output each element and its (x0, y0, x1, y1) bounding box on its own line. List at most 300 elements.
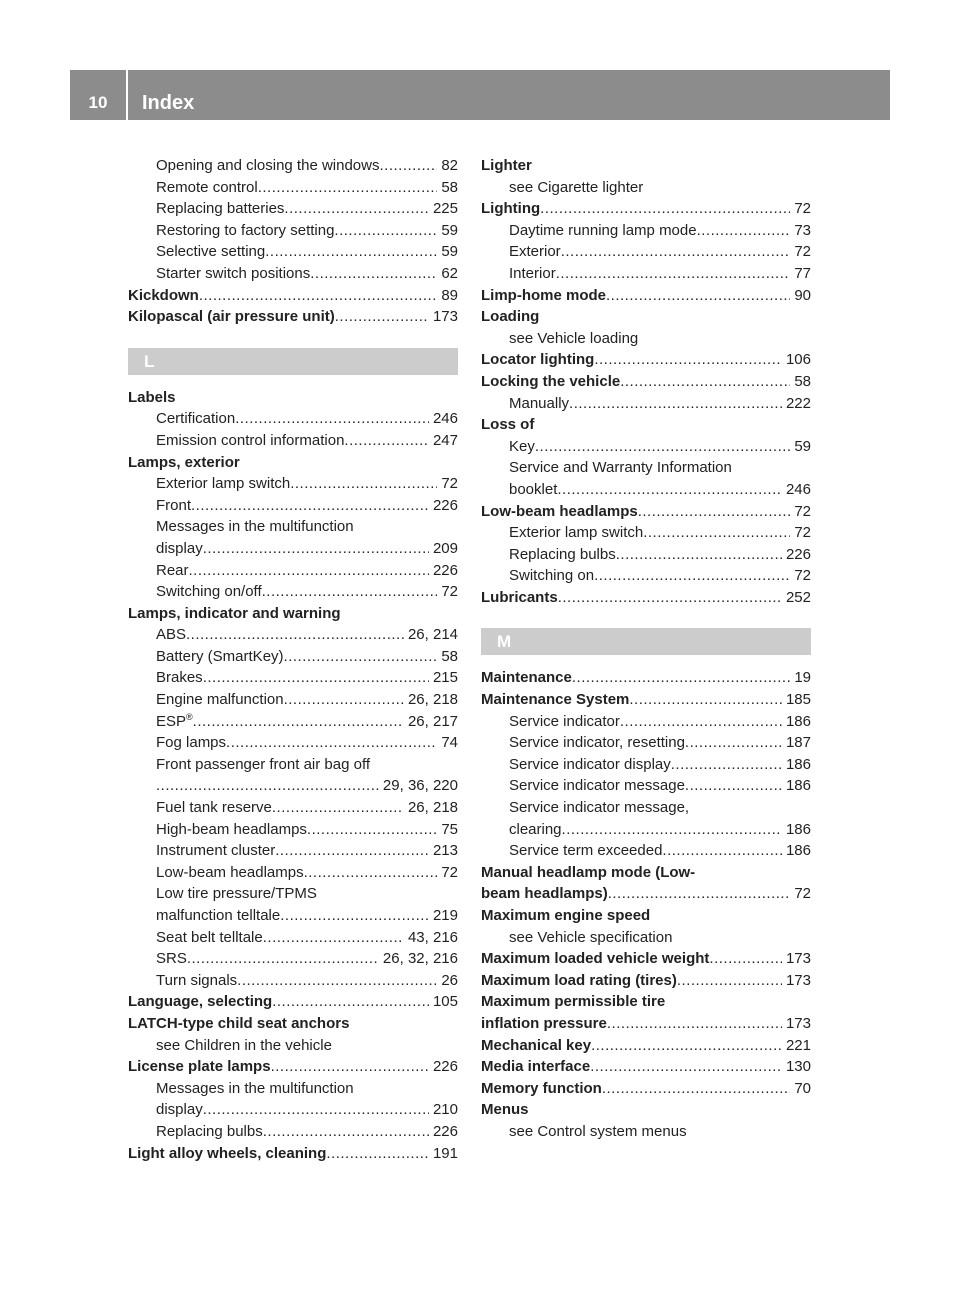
section-title: Index (142, 92, 195, 114)
index-entry (481, 501, 811, 523)
entry-label: display (156, 539, 203, 557)
dot-leader (594, 565, 790, 587)
page-reference: 58 (441, 178, 458, 196)
page-reference: 226 (432, 1122, 458, 1140)
entry-label: Low-beam headlamps (481, 502, 638, 520)
page-reference: 209 (432, 539, 458, 557)
entry-label: malfunction telltale (156, 907, 281, 924)
entry-label: Exterior lamp switch (156, 475, 291, 493)
index-subentry (481, 775, 811, 797)
index-subentry (481, 263, 811, 285)
entry-label: Front (156, 496, 192, 514)
header-divider (126, 70, 128, 120)
entry-label: LATCH-type child seat anchors (128, 1014, 350, 1032)
dot-leader (671, 754, 782, 776)
page-reference: 72 (794, 885, 811, 903)
page-reference: 72 (794, 502, 811, 520)
page-reference: 26, 217 (407, 712, 458, 730)
index-subentry (481, 328, 811, 350)
entry-label: Maximum engine speed (481, 907, 651, 924)
page-reference: 226 (432, 561, 458, 579)
index-entry (481, 1078, 811, 1100)
index-entry (128, 306, 458, 328)
page-reference: 70 (794, 1079, 811, 1097)
entry-label: License plate lamps (128, 1058, 271, 1076)
dot-leader (290, 473, 437, 495)
entry-label: Service indicator (509, 712, 620, 730)
index-subentry (128, 775, 458, 797)
index-subentry (481, 819, 811, 841)
page-reference: 225 (432, 200, 458, 218)
index-entry (128, 387, 458, 409)
page-reference: 191 (432, 1144, 458, 1162)
entry-label: beam headlamps) (481, 885, 608, 903)
page-reference: 58 (441, 647, 458, 665)
index-letter-heading: M (481, 628, 811, 655)
index-subentry (128, 1035, 458, 1057)
entry-label: Replacing batteries (156, 200, 285, 218)
index-subentry (481, 754, 811, 776)
index-entry (128, 1013, 458, 1035)
dot-leader (620, 711, 782, 733)
page-reference: 82 (441, 157, 458, 174)
index-subentry (128, 624, 458, 646)
page-reference: 215 (432, 669, 458, 687)
index-entry (481, 1099, 811, 1121)
page-reference: 213 (432, 842, 458, 860)
dot-leader (379, 155, 437, 177)
dot-leader (326, 1143, 429, 1165)
dot-leader (335, 306, 429, 328)
dot-leader (638, 501, 791, 523)
page-reference: 62 (441, 264, 458, 282)
page-reference: 58 (794, 372, 811, 390)
dot-leader (344, 430, 429, 452)
entry-label: Menus (481, 1101, 529, 1119)
index-entry (481, 306, 811, 328)
page-reference: 226 (785, 545, 811, 563)
entry-label: Instrument cluster (156, 842, 276, 860)
page-reference: 106 (785, 351, 811, 369)
page-reference: 173 (432, 308, 458, 326)
dot-leader (620, 371, 790, 393)
index-entry (481, 862, 811, 884)
dot-leader (191, 495, 429, 517)
entry-label: Locator lighting (481, 351, 595, 369)
index-subentry (128, 862, 458, 884)
index-subentry (128, 177, 458, 199)
entry-label: see Children in the vehicle (156, 1036, 332, 1054)
entry-label: Lamps, indicator and warning (128, 604, 341, 622)
index-subentry (128, 198, 458, 220)
page-reference: 226 (432, 1058, 458, 1076)
entry-label: Loss of (481, 416, 535, 434)
entry-label: Battery (SmartKey) (156, 647, 284, 665)
entry-label: Language, selecting (128, 993, 273, 1011)
entry-label: Replacing bulbs (509, 545, 616, 563)
dot-leader (265, 241, 437, 263)
page-reference: 89 (441, 286, 458, 304)
entry-label: Kickdown (128, 286, 199, 304)
entry-label: see Vehicle specification (509, 928, 673, 946)
index-subentry (128, 241, 458, 263)
entry-label: Service term exceeded (509, 842, 663, 860)
entry-label: Restoring to factory setting (156, 221, 335, 239)
page-reference: 26, 32, 216 (382, 950, 458, 968)
dot-leader (556, 263, 791, 285)
index-entry (481, 883, 811, 905)
index-subentry (481, 436, 811, 458)
entry-label: Remote control (156, 178, 258, 196)
dot-leader (272, 797, 404, 819)
index-entry (481, 349, 811, 371)
dot-leader (193, 711, 404, 733)
page-reference: 43, 216 (407, 928, 458, 946)
index-column-right (481, 155, 811, 1143)
page-reference: 187 (785, 734, 811, 752)
entry-label: Loading (481, 308, 540, 326)
page-reference: 186 (785, 712, 811, 730)
index-subentry (128, 754, 458, 776)
entry-label: Fuel tank reserve (156, 799, 272, 817)
page-number: 10 (88, 93, 108, 112)
dot-leader (263, 927, 404, 949)
entry-label: Switching on (509, 567, 595, 585)
entry-label: Lighter (481, 157, 532, 174)
entry-label: Rear (156, 561, 189, 579)
entry-label: see Control system menus (509, 1122, 687, 1140)
entry-label: SRS (156, 950, 187, 968)
index-entry (128, 603, 458, 625)
index-subentry (481, 840, 811, 862)
entry-label: Turn signals (156, 971, 238, 989)
dot-leader (569, 393, 782, 415)
dot-leader (272, 991, 429, 1013)
dot-leader (284, 198, 429, 220)
dot-leader (271, 1056, 429, 1078)
index-entry (481, 689, 811, 711)
index-subentry (481, 457, 811, 479)
registered-mark: ® (186, 711, 193, 722)
entry-label: Messages in the multifunction (156, 1079, 354, 1097)
entry-label: Lamps, exterior (128, 453, 240, 471)
index-subentry (481, 241, 811, 263)
index-subentry (481, 479, 811, 501)
entry-label: Service indicator message (509, 777, 685, 795)
entry-label: Manually (509, 394, 570, 412)
dot-leader (258, 177, 438, 199)
dot-leader (662, 840, 782, 862)
page-reference: 73 (794, 221, 811, 239)
dot-leader (608, 883, 791, 905)
dot-leader (203, 538, 429, 560)
dot-leader (616, 544, 782, 566)
index-subentry (128, 797, 458, 819)
page-reference: 72 (794, 524, 811, 542)
entry-label: Certification (156, 410, 236, 428)
entry-label: display (156, 1101, 203, 1119)
index-subentry (128, 970, 458, 992)
index-subentry (128, 689, 458, 711)
index-entry (481, 1056, 811, 1078)
entry-label: booklet (509, 480, 558, 498)
dot-leader (187, 948, 379, 970)
entry-label: see Vehicle loading (509, 329, 639, 347)
entry-label: Service and Warranty Information (509, 459, 732, 477)
entry-label: clearing (509, 820, 562, 838)
entry-label: Lighting (481, 200, 541, 218)
dot-leader (280, 905, 429, 927)
entry-label: Exterior (509, 243, 561, 261)
index-entry (128, 285, 458, 307)
index-entry (481, 155, 811, 177)
page-reference: 26 (441, 971, 458, 989)
entry-label: Manual headlamp mode (Low- (481, 863, 696, 881)
index-subentry (128, 819, 458, 841)
index-subentry (128, 948, 458, 970)
index-subentry (128, 711, 458, 733)
entry-label: Messages in the multifunction (156, 518, 354, 536)
index-subentry (128, 581, 458, 603)
entry-label: Kilopascal (air pressure unit) (128, 308, 335, 326)
entry-label: Maintenance System (481, 691, 630, 709)
dot-leader (535, 436, 790, 458)
entry-label: ABS (156, 626, 187, 644)
page-reference: 59 (441, 243, 458, 261)
page-reference: 77 (794, 264, 811, 282)
entry-label: Maintenance (481, 669, 572, 687)
index-subentry (128, 732, 458, 754)
dot-leader (629, 689, 782, 711)
index-subentry (128, 840, 458, 862)
index-subentry (481, 565, 811, 587)
page-reference: 29, 36, 220 (382, 777, 458, 795)
index-subentry (481, 177, 811, 199)
dot-leader (677, 970, 782, 992)
dot-leader (284, 689, 404, 711)
index-subentry (128, 538, 458, 560)
entry-label: Interior (509, 264, 556, 282)
entry-label: see Cigarette lighter (509, 178, 644, 196)
dot-leader (606, 285, 790, 307)
entry-label: Emission control information (156, 431, 345, 449)
entry-label: Daytime running lamp mode (509, 221, 697, 239)
entry-label: Light alloy wheels, cleaning (128, 1144, 327, 1162)
entry-label: Low tire pressure/TPMS (156, 885, 317, 903)
page-reference: 72 (794, 243, 811, 261)
index-entry (128, 991, 458, 1013)
entry-label: Memory function (481, 1079, 602, 1097)
entry-label: Replacing bulbs (156, 1122, 263, 1140)
entry-label: Mechanical key (481, 1036, 592, 1054)
index-subentry (128, 883, 458, 905)
index-subentry (128, 1099, 458, 1121)
entry-label: Maximum loaded vehicle weight (481, 950, 710, 968)
page-reference: 26, 214 (407, 626, 458, 644)
entry-label: Service indicator, resetting (509, 734, 685, 752)
index-subentry (128, 905, 458, 927)
entry-label: Maximum permissible tire (481, 993, 666, 1011)
page-reference: 59 (794, 437, 811, 455)
page-reference: 226 (432, 496, 458, 514)
dot-leader (262, 581, 438, 603)
index-subentry (128, 1121, 458, 1143)
dot-leader (310, 263, 437, 285)
index-subentry (481, 220, 811, 242)
entry-label: Exterior lamp switch (509, 524, 644, 542)
entry-label: Fog lamps (156, 734, 227, 752)
dot-leader (275, 840, 429, 862)
page-reference: 59 (441, 221, 458, 239)
dot-leader (643, 522, 790, 544)
index-entry (481, 667, 811, 689)
index-entry (481, 198, 811, 220)
index-subentry (128, 430, 458, 452)
entry-label: Low-beam headlamps (156, 863, 304, 881)
entry-label: Lubricants (481, 588, 558, 606)
entry-label: Limp-home mode (481, 286, 607, 304)
index-subentry (481, 927, 811, 949)
dot-leader (557, 479, 782, 501)
index-entry (481, 285, 811, 307)
dot-leader (561, 241, 791, 263)
dot-leader (590, 1056, 782, 1078)
entry-label: High-beam headlamps (156, 820, 307, 838)
index-column-left (128, 155, 458, 1164)
page-reference: 130 (785, 1058, 811, 1076)
page-header (70, 70, 890, 120)
dot-leader (540, 198, 790, 220)
page-reference: 173 (785, 950, 811, 968)
index-subentry (481, 1121, 811, 1143)
dot-leader (594, 349, 782, 371)
entry-label: Selective setting (156, 243, 266, 261)
entry-label: Media interface (481, 1058, 591, 1076)
index-subentry (128, 473, 458, 495)
dot-leader (697, 220, 791, 242)
entry-label: Front passenger front air bag off (156, 755, 371, 773)
dot-leader (199, 285, 437, 307)
index-subentry (481, 711, 811, 733)
entry-label: Locking the vehicle (481, 372, 621, 390)
dot-leader (607, 1013, 782, 1035)
dot-leader (203, 667, 429, 689)
entry-label: Opening and closing the windows (156, 157, 380, 174)
entry-label: Labels (128, 388, 176, 406)
dot-leader (304, 862, 438, 884)
page-reference: 173 (785, 971, 811, 989)
index-subentry (128, 408, 458, 430)
page-reference: 72 (441, 863, 458, 881)
page-reference: 90 (794, 286, 811, 304)
entry-label: Switching on/off (156, 583, 262, 601)
dot-leader (263, 1121, 429, 1143)
index-entry (128, 452, 458, 474)
dot-leader (685, 732, 782, 754)
index-subentry (481, 522, 811, 544)
dot-leader (572, 667, 790, 689)
dot-leader (307, 819, 437, 841)
index-subentry (481, 393, 811, 415)
entry-label: Maximum load rating (tires) (481, 971, 677, 989)
index-subentry (128, 155, 458, 177)
entry-label: Key (509, 437, 535, 455)
index-entry (481, 371, 811, 393)
entry-label: Starter switch positions (156, 264, 311, 282)
index-entry (128, 1143, 458, 1165)
entry-label: Service indicator message, (509, 799, 690, 817)
dot-leader (591, 1035, 782, 1057)
dot-leader (186, 624, 404, 646)
page-reference: 19 (794, 669, 811, 687)
page-reference: 72 (441, 475, 458, 493)
page-reference: 74 (441, 734, 458, 752)
page-reference: 186 (785, 777, 811, 795)
entry-label: Service indicator display (509, 755, 671, 773)
index-subentry (128, 220, 458, 242)
page-reference: 72 (441, 583, 458, 601)
page-reference: 247 (432, 431, 458, 449)
dot-leader (237, 970, 437, 992)
page-reference: 105 (432, 993, 458, 1011)
index-entry (128, 1056, 458, 1078)
page-reference: 210 (432, 1101, 458, 1119)
index-entry (481, 905, 811, 927)
dot-leader (334, 220, 437, 242)
dot-leader (602, 1078, 790, 1100)
dot-leader (562, 819, 782, 841)
page-reference: 221 (785, 1036, 811, 1054)
entry-label: ESP® (156, 711, 193, 730)
index-entry (481, 587, 811, 609)
dot-leader (558, 587, 782, 609)
index-entry (481, 948, 811, 970)
index-letter-heading: L (128, 348, 458, 375)
entry-label: Seat belt telltale (156, 928, 263, 946)
index-entry (481, 970, 811, 992)
index-subentry (128, 646, 458, 668)
page-reference: 222 (785, 394, 811, 412)
index-subentry (128, 263, 458, 285)
page-reference: 185 (785, 691, 811, 709)
dot-leader (284, 646, 438, 668)
page-reference: 186 (785, 842, 811, 860)
page-reference: 186 (785, 820, 811, 838)
index-subentry (128, 560, 458, 582)
page-reference: 219 (432, 907, 458, 924)
index-entry (481, 1013, 811, 1035)
dot-leader (203, 1099, 429, 1121)
entry-label: Engine malfunction (156, 691, 284, 709)
dot-leader (156, 775, 379, 797)
entry-label: Brakes (156, 669, 203, 687)
index-subentry (128, 927, 458, 949)
index-subentry (481, 544, 811, 566)
index-subentry (481, 797, 811, 819)
page-reference: 72 (794, 200, 811, 218)
dot-leader (235, 408, 429, 430)
page-reference: 246 (785, 480, 811, 498)
page-reference: 173 (785, 1014, 811, 1032)
index-subentry (481, 732, 811, 754)
page-reference: 72 (794, 567, 811, 585)
page-reference: 186 (785, 755, 811, 773)
entry-label: inflation pressure (481, 1014, 607, 1032)
index-entry (481, 1035, 811, 1057)
page-reference: 252 (785, 588, 811, 606)
page-reference: 246 (432, 410, 458, 428)
dot-leader (685, 775, 782, 797)
